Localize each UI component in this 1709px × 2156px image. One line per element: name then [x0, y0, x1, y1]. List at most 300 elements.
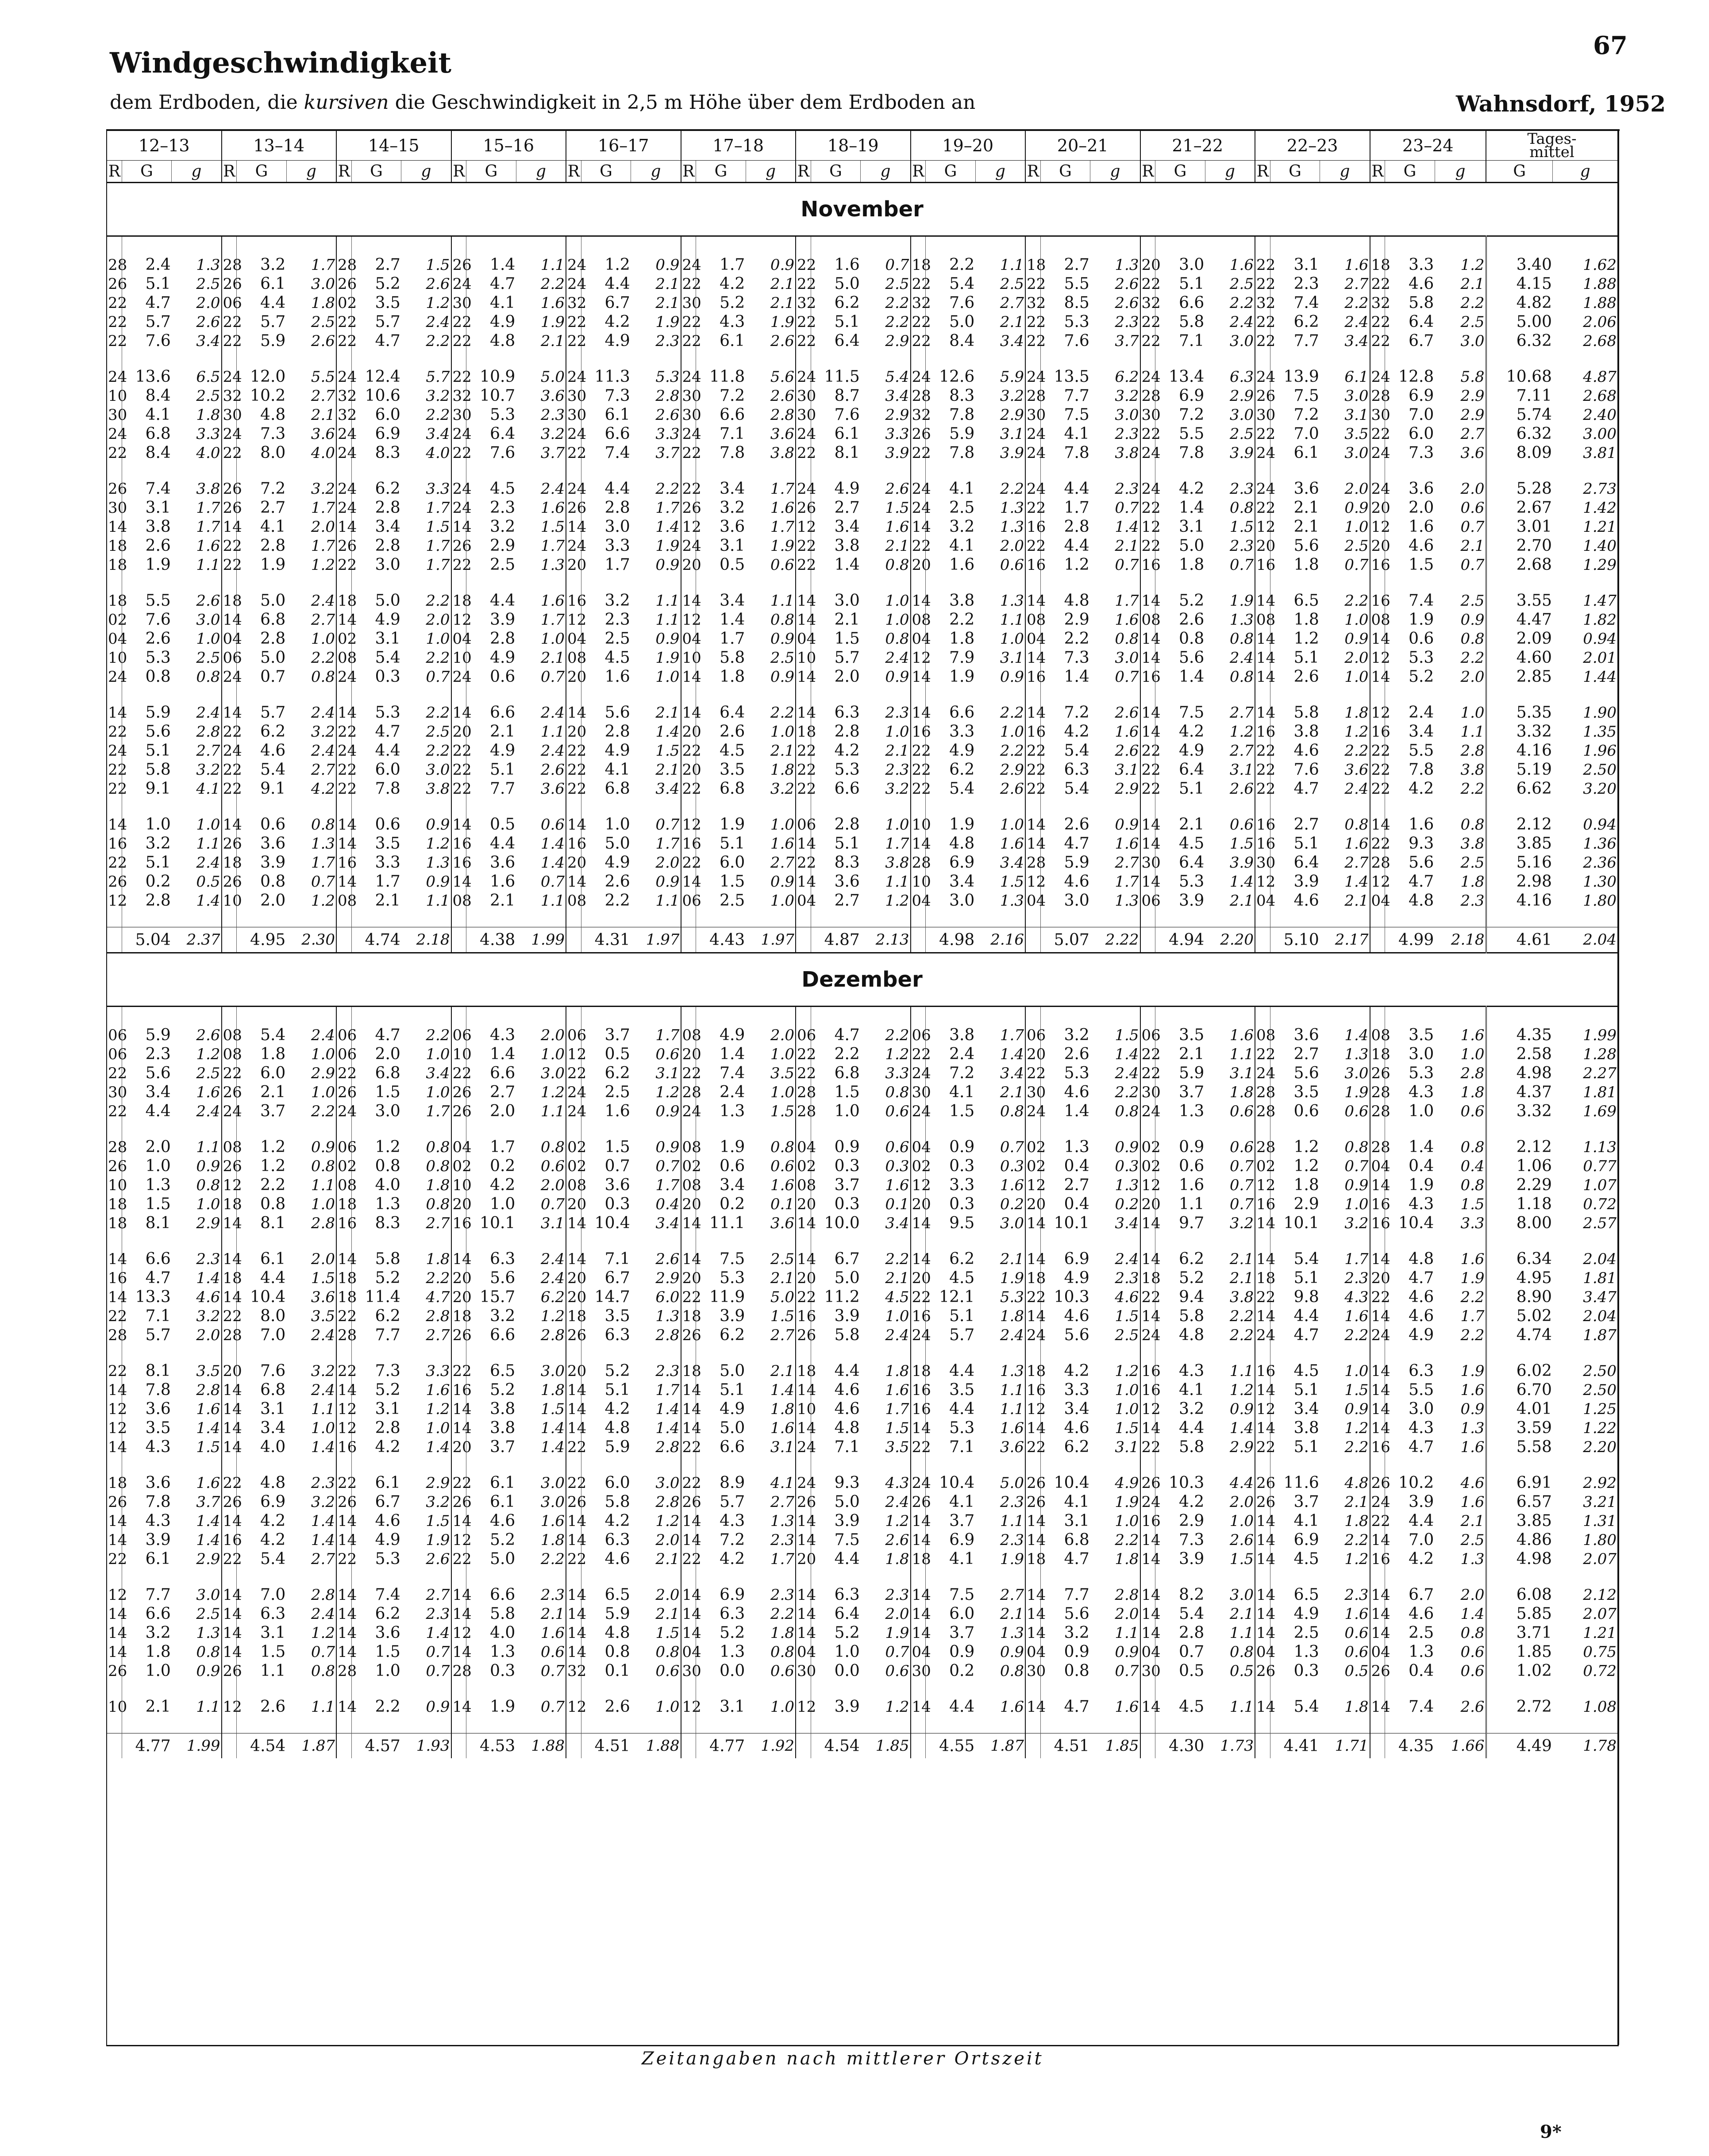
speed-height-cell: 1.8	[311, 294, 335, 312]
speed-ground-cell: 1.8	[1270, 1176, 1320, 1195]
speed-height-cell: 2.6	[885, 480, 909, 498]
spacer-cell	[237, 1233, 287, 1249]
speed-height-cell: 0.9	[196, 1662, 220, 1680]
hour-header: 13–14	[222, 131, 337, 161]
wind-direction-cell: 24	[911, 498, 926, 517]
daily-mean-ground-cell: 4.86	[1486, 1530, 1553, 1549]
spacer-cell	[975, 1007, 1025, 1026]
spacer-cell	[1255, 1007, 1270, 1026]
daily-mean-ground-cell: 8.09	[1486, 443, 1553, 462]
speed-height-cell: 0.8	[1460, 815, 1485, 834]
speed-height-cell: 3.5	[311, 1307, 335, 1325]
speed-ground-cell: 10.4	[237, 1287, 287, 1307]
wind-direction-cell: 14	[451, 815, 466, 834]
wind-direction-cell: 30	[1025, 1083, 1040, 1102]
wind-direction-cell: 14	[1370, 629, 1385, 648]
speed-ground-cell: 4.4	[581, 479, 631, 498]
speed-ground-cell: 1.3	[1385, 1642, 1435, 1661]
wind-direction-cell: 24	[336, 367, 351, 386]
speed-height-cell: 1.6	[1460, 1438, 1485, 1456]
speed-ground-cell: 8.2	[1155, 1585, 1205, 1604]
daily-mean-height-cell: 2.20	[1583, 1438, 1617, 1456]
speed-height-cell: 2.9	[1229, 1438, 1254, 1456]
wind-direction-cell: 10	[451, 1176, 466, 1195]
speed-height-cell: 2.1	[1000, 313, 1024, 331]
wind-direction-cell: 28	[336, 1661, 351, 1680]
speed-ground-cell: 3.1	[1270, 255, 1320, 274]
wind-direction-cell: 24	[222, 741, 237, 760]
wind-direction-cell: 14	[222, 703, 237, 722]
speed-ground-cell: 0.3	[351, 667, 401, 686]
speed-height-cell: 0.6	[1460, 1662, 1485, 1680]
speed-height-cell: 3.2	[311, 1362, 335, 1380]
hour-header: 20–21	[1025, 131, 1140, 161]
speed-ground-cell: 4.9	[466, 648, 516, 667]
monthly-mean-row	[107, 1733, 1617, 1759]
speed-ground-cell: 4.8	[1385, 891, 1435, 910]
speed-ground-cell: 2.8	[122, 891, 172, 910]
spacer-cell	[516, 1121, 566, 1138]
speed-height-cell: 1.0	[1229, 1512, 1254, 1530]
wind-direction-cell: 22	[222, 779, 237, 798]
speed-height-cell: 2.2	[885, 1250, 909, 1268]
wind-direction-cell: 24	[1370, 479, 1385, 498]
monthly-mean-row	[107, 927, 1617, 953]
speed-height-cell: 1.9	[885, 1624, 909, 1642]
spacer-cell	[451, 1568, 466, 1585]
speed-height-cell: 1.1	[1229, 1698, 1254, 1716]
wind-direction-cell: 30	[1255, 853, 1270, 872]
wind-direction-cell: 10	[222, 891, 237, 910]
wind-direction-cell: 14	[451, 1642, 466, 1661]
spacer-cell	[746, 1233, 796, 1249]
speed-height-cell: 1.4	[196, 1419, 220, 1437]
wind-direction-cell: 14	[681, 1418, 696, 1437]
sub-header-g-ground: G	[696, 161, 746, 183]
speed-height-cell: 1.7	[1344, 1250, 1369, 1268]
speed-ground-cell: 8.9	[696, 1473, 746, 1492]
spacer-cell	[1320, 1233, 1370, 1249]
wind-direction-cell: 12	[451, 1623, 466, 1642]
spacer-cell	[796, 798, 811, 815]
spacer-cell	[631, 910, 681, 927]
speed-height-cell: 0.7	[540, 872, 565, 891]
wind-direction-cell: 14	[681, 1530, 696, 1549]
monthly-mean-height-cell: 2.18	[401, 927, 451, 953]
speed-ground-cell: 3.9	[1155, 1549, 1205, 1568]
speed-height-cell: 1.0	[311, 1419, 335, 1437]
sub-header-g-ground: G	[1155, 161, 1205, 183]
daily-mean-height-cell: 1.82	[1583, 611, 1617, 629]
wind-direction-cell: 20	[796, 1195, 811, 1214]
table-row	[107, 424, 1617, 443]
wind-direction-cell: 12	[451, 1530, 466, 1549]
wind-direction-cell: 32	[1255, 293, 1270, 312]
spacer-cell	[1553, 236, 1617, 256]
speed-height-cell: 2.2	[426, 1269, 450, 1287]
daily-mean-height-cell: 1.40	[1583, 537, 1617, 555]
speed-height-cell: 1.6	[540, 1624, 565, 1642]
speed-ground-cell: 1.9	[926, 667, 976, 686]
speed-ground-cell: 3.2	[122, 834, 172, 853]
daily-mean-ground-cell: 3.40	[1486, 255, 1553, 274]
speed-ground-cell: 2.1	[122, 1697, 172, 1716]
spacer-cell	[1140, 350, 1155, 367]
speed-ground-cell: 5.3	[1040, 312, 1090, 331]
sub-header-g-height: g	[516, 161, 566, 183]
speed-ground-cell: 2.5	[581, 629, 631, 648]
speed-ground-cell: 1.6	[581, 667, 631, 686]
wind-direction-cell: 22	[911, 443, 926, 462]
speed-height-cell: 1.2	[655, 1083, 680, 1101]
speed-ground-cell: 6.9	[1385, 386, 1435, 405]
daily-mean-ground-cell: 1.18	[1486, 1195, 1553, 1214]
speed-ground-cell: 1.6	[581, 1102, 631, 1121]
wind-direction-cell: 14	[1255, 1511, 1270, 1530]
spacer-cell	[237, 1716, 287, 1733]
wind-direction-cell: 04	[911, 891, 926, 910]
wind-direction-cell: 22	[1140, 1064, 1155, 1083]
speed-ground-cell: 3.7	[581, 1026, 631, 1045]
wind-direction-cell: 08	[681, 1026, 696, 1045]
wind-direction-cell: 20	[1370, 498, 1385, 517]
speed-ground-cell: 6.4	[811, 1604, 861, 1623]
speed-height-cell: 0.7	[311, 1643, 335, 1661]
table-row	[107, 1195, 1617, 1214]
wind-direction-cell: 06	[911, 1026, 926, 1045]
wind-direction-cell: 04	[566, 629, 581, 648]
speed-ground-cell: 2.3	[122, 1045, 172, 1064]
speed-ground-cell: 5.8	[1270, 703, 1320, 722]
mean-spacer-cell	[796, 927, 811, 953]
wind-direction-cell: 16	[911, 1380, 926, 1399]
wind-direction-cell: 24	[1255, 479, 1270, 498]
spacer-cell	[172, 1457, 222, 1473]
table-row	[107, 517, 1617, 536]
spacer-cell	[336, 1680, 351, 1697]
wind-direction-cell: 16	[566, 834, 581, 853]
speed-ground-cell: 1.7	[351, 872, 401, 891]
speed-height-cell: 2.2	[1115, 1083, 1139, 1101]
speed-height-cell: 1.7	[1000, 1026, 1024, 1044]
spacer-cell	[1370, 350, 1385, 367]
monthly-mean-ground-cell: 4.31	[581, 927, 631, 953]
wind-direction-cell: 04	[1140, 1642, 1155, 1661]
speed-ground-cell: 6.0	[1385, 424, 1435, 443]
wind-direction-cell: 04	[1370, 891, 1385, 910]
speed-ground-cell: 4.1	[926, 1083, 976, 1102]
wind-direction-cell: 22	[1255, 741, 1270, 760]
speed-ground-cell: 3.0	[351, 555, 401, 574]
spacer-cell	[451, 1457, 466, 1473]
spacer-cell	[1205, 574, 1255, 591]
speed-height-cell: 1.2	[311, 556, 335, 574]
monthly-mean-ground-cell: 4.30	[1155, 1733, 1205, 1759]
speed-height-cell: 2.6	[1460, 1698, 1485, 1716]
speed-height-cell: 2.2	[655, 480, 680, 498]
daily-mean-ground-cell: 5.28	[1486, 479, 1553, 498]
speed-height-cell: 3.6	[1460, 444, 1485, 462]
speed-height-cell: 4.7	[426, 1288, 450, 1306]
speed-height-cell: 2.5	[196, 649, 220, 667]
wind-direction-cell: 22	[796, 255, 811, 274]
spacer-cell	[1255, 686, 1270, 703]
speed-height-cell: 1.9	[1000, 1269, 1024, 1287]
wind-direction-cell: 22	[796, 1045, 811, 1064]
speed-height-cell: 1.7	[426, 499, 450, 517]
spacer-cell	[1270, 1007, 1320, 1026]
speed-height-cell: 3.6	[311, 425, 335, 443]
wind-direction-cell: 26	[222, 872, 237, 891]
wind-direction-cell: 14	[451, 1511, 466, 1530]
speed-ground-cell: 10.1	[466, 1214, 516, 1233]
wind-direction-cell: 26	[1370, 1473, 1385, 1492]
spacer-cell	[107, 686, 122, 703]
spacer-cell	[107, 798, 122, 815]
speed-height-cell: 1.0	[885, 1307, 909, 1325]
speed-height-cell: 3.7	[1115, 332, 1139, 350]
wind-direction-cell: 30	[911, 1661, 926, 1680]
speed-ground-cell: 2.2	[926, 610, 976, 629]
wind-direction-cell: 04	[681, 1642, 696, 1661]
spacer-cell	[1155, 686, 1205, 703]
wind-direction-cell: 14	[1370, 1623, 1385, 1642]
spacer-cell	[746, 462, 796, 479]
wind-direction-cell: 22	[1025, 331, 1040, 350]
speed-height-cell: 1.6	[1000, 834, 1024, 853]
speed-height-cell: 2.1	[1460, 537, 1485, 555]
speed-height-cell: 1.0	[885, 723, 909, 741]
speed-ground-cell: 11.3	[581, 367, 631, 386]
wind-direction-cell: 28	[1255, 1102, 1270, 1121]
speed-height-cell: 1.5	[770, 1102, 794, 1120]
wind-direction-cell: 20	[681, 1045, 696, 1064]
spacer-cell	[1155, 1345, 1205, 1361]
spacer-cell	[1370, 910, 1385, 927]
spacer-cell	[1320, 236, 1370, 256]
speed-ground-cell: 3.5	[351, 834, 401, 853]
wind-direction-cell: 14	[1370, 815, 1385, 834]
daily-mean-height-cell: 2.68	[1583, 332, 1617, 350]
speed-height-cell: 0.8	[885, 556, 909, 574]
table-row	[107, 1511, 1617, 1530]
wind-direction-cell: 16	[1370, 1195, 1385, 1214]
spacer-cell	[1270, 236, 1320, 256]
speed-height-cell: 2.0	[311, 1250, 335, 1268]
wind-direction-cell: 10	[107, 386, 122, 405]
speed-ground-cell: 4.2	[581, 312, 631, 331]
speed-height-cell: 3.2	[196, 761, 220, 779]
speed-height-cell: 1.1	[1000, 1400, 1024, 1418]
speed-ground-cell: 0.8	[237, 1195, 287, 1214]
speed-height-cell: 1.0	[885, 815, 909, 834]
wind-direction-cell: 04	[911, 629, 926, 648]
wind-direction-cell: 22	[796, 1064, 811, 1083]
spacer-cell	[107, 350, 122, 367]
speed-height-cell: 1.8	[1460, 1083, 1485, 1101]
spacer-cell	[975, 1457, 1025, 1473]
speed-height-cell: 1.6	[1344, 256, 1369, 274]
speed-ground-cell: 3.7	[811, 1176, 861, 1195]
monthly-mean-ground-cell: 4.74	[351, 927, 401, 953]
spacer-cell	[1155, 1716, 1205, 1733]
wind-direction-cell: 26	[336, 536, 351, 555]
speed-height-cell: 2.4	[885, 1493, 909, 1511]
speed-ground-cell: 2.1	[466, 722, 516, 741]
speed-ground-cell: 12.1	[926, 1287, 976, 1307]
spacer-cell	[1205, 1007, 1255, 1026]
spacer-cell	[1140, 1345, 1155, 1361]
speed-ground-cell: 3.3	[926, 1176, 976, 1195]
mean-spacer-cell	[1025, 1733, 1040, 1759]
spacer-cell	[1025, 574, 1040, 591]
wind-direction-cell: 26	[451, 1102, 466, 1121]
speed-height-cell: 1.0	[1344, 1195, 1369, 1213]
speed-ground-cell: 0.3	[466, 1661, 516, 1680]
wind-direction-cell: 18	[566, 1307, 581, 1326]
speed-ground-cell: 1.3	[1270, 1642, 1320, 1661]
spacer-cell	[222, 1680, 237, 1697]
speed-ground-cell: 6.4	[696, 703, 746, 722]
speed-ground-cell: 6.1	[237, 274, 287, 293]
speed-height-cell: 3.4	[1115, 1214, 1139, 1232]
wind-direction-cell: 14	[107, 1623, 122, 1642]
speed-height-cell: 1.1	[426, 892, 450, 910]
speed-height-cell: 1.8	[426, 1176, 450, 1194]
speed-height-cell: 1.6	[1460, 1026, 1485, 1044]
table-row	[107, 834, 1617, 853]
spacer-cell	[1435, 1121, 1486, 1138]
speed-height-cell: 2.2	[311, 649, 335, 667]
wind-direction-cell: 10	[107, 648, 122, 667]
speed-ground-cell: 1.6	[926, 555, 976, 574]
wind-direction-cell: 06	[336, 1026, 351, 1045]
speed-ground-cell: 7.0	[1385, 405, 1435, 424]
wind-direction-cell: 22	[451, 1064, 466, 1083]
wind-direction-cell: 04	[911, 1642, 926, 1661]
speed-height-cell: 0.8	[1460, 630, 1485, 648]
wind-direction-cell: 28	[1370, 1138, 1385, 1157]
spacer-cell	[566, 1121, 581, 1138]
speed-ground-cell: 4.2	[1155, 1492, 1205, 1511]
speed-height-cell: 0.8	[1344, 1138, 1369, 1156]
spacer-cell	[1320, 1121, 1370, 1138]
spacer-cell	[811, 350, 861, 367]
wind-direction-cell: 26	[911, 424, 926, 443]
wind-direction-cell: 22	[681, 274, 696, 293]
table-row	[107, 872, 1617, 891]
wind-direction-cell: 32	[911, 293, 926, 312]
spacer-cell	[1140, 686, 1155, 703]
wind-direction-cell: 20	[451, 1437, 466, 1457]
sub-header-g-height: g	[1435, 161, 1486, 183]
speed-ground-cell: 5.4	[926, 779, 976, 798]
table-row	[107, 1287, 1617, 1307]
wind-direction-cell: 22	[451, 779, 466, 798]
wind-direction-cell: 24	[796, 367, 811, 386]
spacer-cell	[1270, 1457, 1320, 1473]
speed-height-cell: 0.7	[540, 1195, 565, 1213]
spacer-cell	[1155, 910, 1205, 927]
speed-ground-cell: 2.7	[466, 1083, 516, 1102]
daily-mean-ground-cell: 1.02	[1486, 1661, 1553, 1680]
speed-height-cell: 1.4	[426, 1624, 450, 1642]
spacer-cell	[1255, 1568, 1270, 1585]
wind-direction-cell: 04	[796, 891, 811, 910]
table-row	[107, 1399, 1617, 1418]
wind-direction-cell: 24	[107, 424, 122, 443]
wind-direction-cell: 14	[1025, 1530, 1040, 1549]
speed-ground-cell: 4.1	[1270, 1511, 1320, 1530]
wind-direction-cell: 08	[681, 1138, 696, 1157]
daily-mean-height-cell: 2.06	[1583, 313, 1617, 331]
spacer-cell	[1553, 1007, 1617, 1026]
wind-direction-cell: 14	[336, 1511, 351, 1530]
wind-direction-cell: 30	[796, 405, 811, 424]
speed-ground-cell: 3.2	[926, 517, 976, 536]
speed-ground-cell: 6.9	[1040, 1249, 1090, 1268]
speed-ground-cell: 3.4	[696, 479, 746, 498]
speed-height-cell: 2.1	[1460, 275, 1485, 293]
speed-ground-cell: 7.1	[1155, 331, 1205, 350]
speed-ground-cell: 12.6	[926, 367, 976, 386]
speed-height-cell: 1.4	[311, 1512, 335, 1530]
speed-height-cell: 4.3	[885, 1474, 909, 1492]
wind-direction-cell: 28	[1025, 386, 1040, 405]
spacer-cell	[926, 1716, 976, 1733]
spacer-cell	[1370, 462, 1385, 479]
speed-height-cell: 2.7	[1115, 853, 1139, 872]
sub-header-g-ground: G	[926, 161, 976, 183]
speed-ground-cell: 3.2	[1040, 1623, 1090, 1642]
speed-ground-cell: 13.6	[122, 367, 172, 386]
wind-direction-cell: 22	[1255, 424, 1270, 443]
speed-ground-cell: 6.7	[1385, 331, 1435, 350]
speed-ground-cell: 5.5	[1155, 424, 1205, 443]
speed-height-cell: 2.3	[1344, 1586, 1369, 1604]
spacer-cell	[401, 1007, 451, 1026]
daily-mean-ground-cell: 4.15	[1486, 274, 1553, 293]
speed-height-cell: 1.0	[540, 630, 565, 648]
spacer-cell	[466, 1457, 516, 1473]
speed-height-cell: 5.8	[1460, 368, 1485, 386]
speed-ground-cell: 1.4	[811, 555, 861, 574]
speed-ground-cell: 5.4	[1270, 1697, 1320, 1716]
wind-direction-cell: 22	[222, 312, 237, 331]
table-row	[107, 891, 1617, 910]
speed-ground-cell: 1.1	[237, 1661, 287, 1680]
speed-height-cell: 3.0	[1229, 1586, 1254, 1604]
speed-ground-cell: 2.0	[466, 1102, 516, 1121]
speed-height-cell: 0.8	[1000, 1102, 1024, 1120]
speed-ground-cell: 6.3	[237, 1604, 287, 1623]
spacer-cell	[107, 1007, 122, 1026]
speed-height-cell: 0.8	[426, 1195, 450, 1213]
speed-height-cell: 2.8	[655, 387, 680, 405]
wind-direction-cell: 28	[222, 255, 237, 274]
speed-ground-cell: 5.2	[696, 1623, 746, 1642]
daily-mean-height-cell: 1.28	[1583, 1045, 1617, 1063]
spacer-cell	[1140, 1121, 1155, 1138]
wind-direction-cell: 14	[681, 872, 696, 891]
spacer-cell	[122, 1568, 172, 1585]
speed-height-cell: 2.7	[196, 742, 220, 760]
speed-ground-cell: 6.7	[1385, 1585, 1435, 1604]
wind-direction-cell: 22	[911, 779, 926, 798]
speed-ground-cell: 5.1	[811, 312, 861, 331]
wind-direction-cell: 24	[566, 274, 581, 293]
spacer-cell	[466, 1568, 516, 1585]
